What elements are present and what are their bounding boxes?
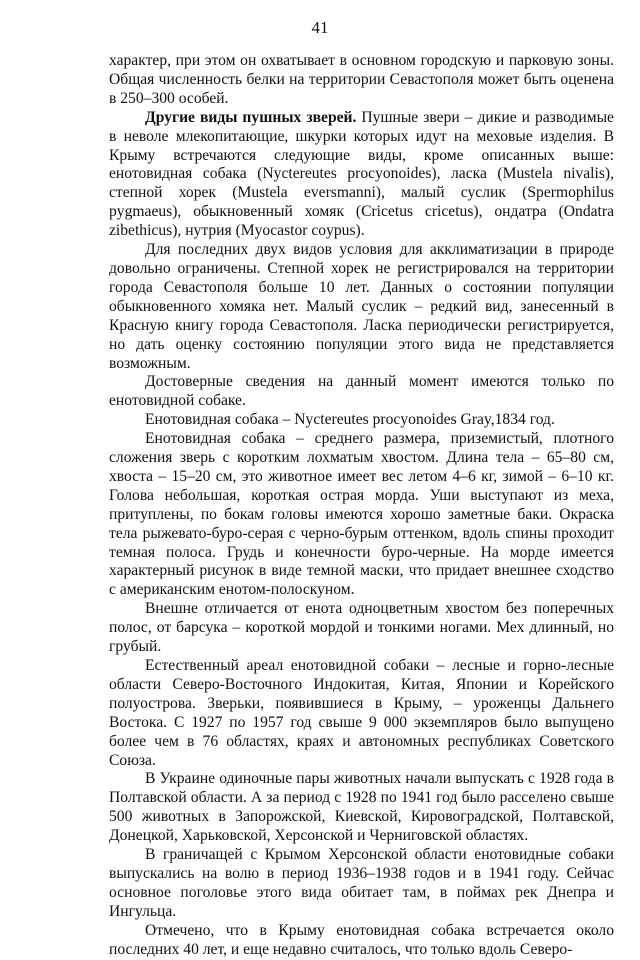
- paragraph: Отмечено, что в Крыму енотовидная собака встречается около последних 40 лет, и еще недавно считалось, что только вдоль Северо-: [109, 921, 614, 958]
- paragraph: Естественный ареал енотовидной собаки – лесные и горно-лесные области Северо-Восточного Индокитая, Китая, Японии и Корейского полуострова. Зверьки, появившиеся в Крыму, – уроженцы Дальнего Востока. С 1927 по 1957 год свыше 9 000 экземпляров было выпущено более чем в 76 областях, краях и автономных республиках Советского Союза.: [109, 657, 614, 769]
- section-heading: Другие виды пушных зверей.: [145, 108, 357, 126]
- paragraph: Для последних двух видов условия для акклиматизации в природе довольно ограничены. Степной хорек не регистрировался на территории города Севастополя больше 10 лет. Данных о состоянии популяции обыкновенного хомяка нет. Малый суслик – редкий вид, занесенный в Красную книгу города Севастополя. Ласка периодически регистрируется, но дать оценку состоянию популяции этого вида не представляется возможным.: [109, 241, 614, 372]
- paragraph: Внешне отличается от енота одноцветным хвостом без поперечных полос, от барсука – короткой мордой и тонкими ногами. Мех длинный, но грубый.: [109, 600, 614, 656]
- paragraph: Достоверные сведения на данный момент имеются только по енотовидной собаке.: [109, 373, 614, 410]
- paragraph: Енотовидная собака – среднего размера, приземистый, плотного сложения зверь с коротким лохматым хвостом. Длина тела – 65–80 см, хвоста – 15–20 см, это животное имеет вес летом 4–6 кг, зимой – 6–10 кг. Голова небольшая, короткая острая морда. Уши выступают из меха, притуплены, по бокам головы имеются хорошо заметные баки. Окраска тела рыжевато-буро-серая с черно-бурым оттенком, вдоль спины проходит темная полоса. Грудь и конечности буро-черные. На морде имеется характерный рисунок в виде темной маски, что придает внешнее сходство с американским енотом-полоскуном.: [109, 430, 614, 599]
- body-text: [109, 52, 614, 960]
- species-title: Енотовидная собака – Nyctereutes procyonoides Gray,1834 год.: [145, 411, 555, 429]
- page-number: 41: [311, 18, 329, 37]
- paragraph: В граничащей с Крымом Херсонской области енотовидные собаки выпускались на волю в период 1936–1938 годов и в 1941 году. Сейчас основное поголовье этого вида обитает там, в поймах рек Днепра и Ингульца.: [109, 846, 614, 920]
- paragraph-other-fur-animals: [109, 109, 614, 241]
- paragraph-text: Пушные звери – дикие и разводимые в неволе млекопитающие, шкурки которых идут на меховые изделия. В Крыму встречаются следующие виды, кроме описанных выше: енотовидная собака (Nyctereutes procyonoides), ласка (Mustela nivalis), степной хорек (Mustela eversmanni), малый суслик (Spermophilus pygmaeus), обыкновенный хомяк (Cricetus cricetus), ондатра (Ondatra zibethicus), нутрия (Myocastor coypus).: [109, 108, 614, 240]
- paragraph: характер, при этом он охватывает в основном городскую и парковую зоны. Общая численность белки на территории Севастополя может быть оценена в 250–300 особей.: [109, 52, 614, 107]
- paragraph: В Украине одиночные пары животных начали выпускать с 1928 года в Полтавской области. А за период с 1928 по 1941 год было расселено свыше 500 животных в Запорожской, Киевской, Кировоградской, Полтавской, Донецкой, Харьковской, Херсонской и Черниговской областях.: [109, 770, 614, 845]
